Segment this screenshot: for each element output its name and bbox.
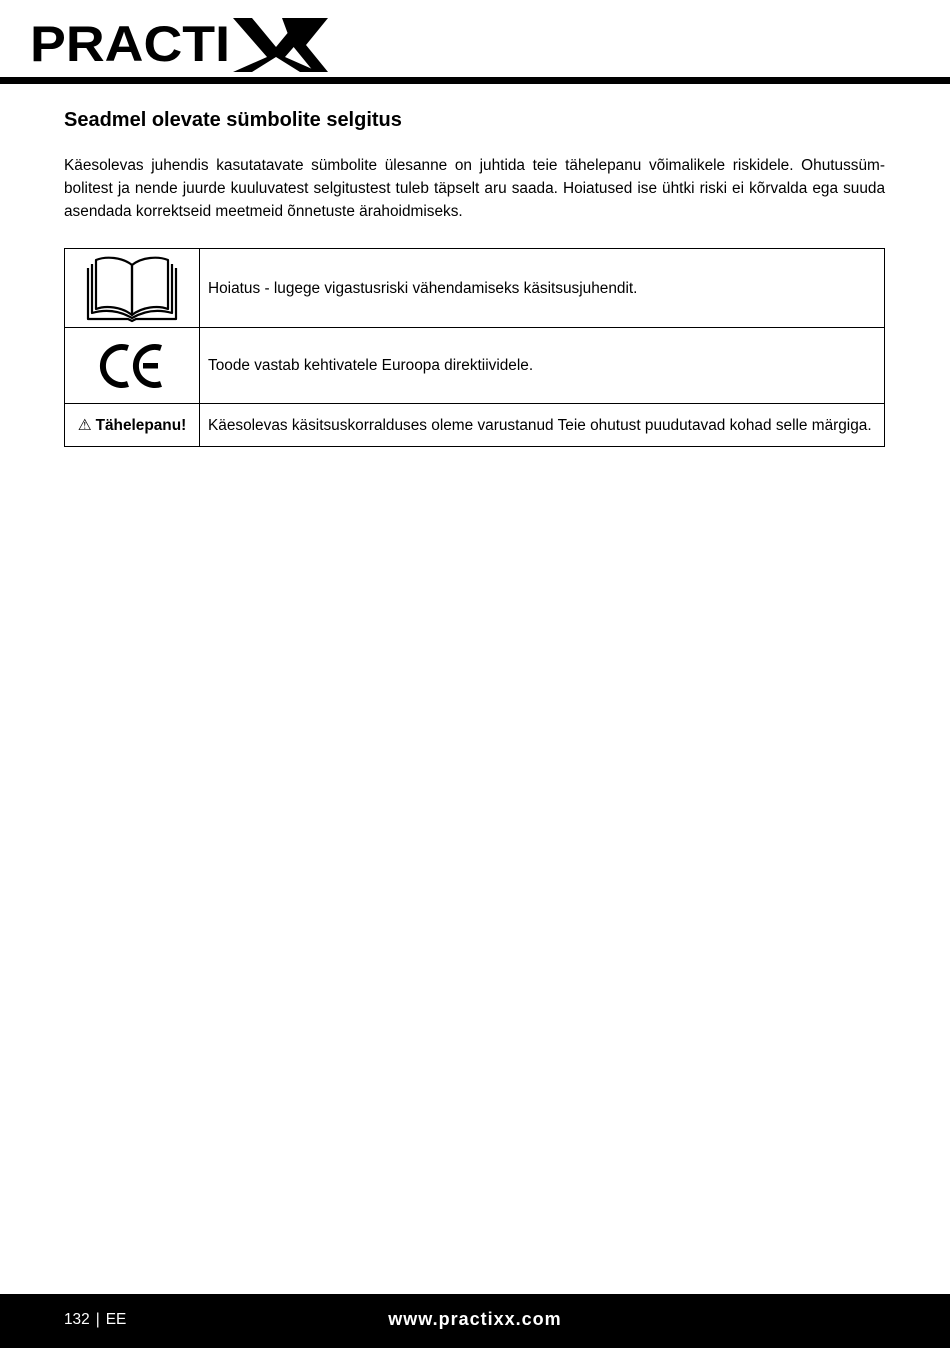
svg-text:PRACTI: PRACTI <box>30 16 231 72</box>
table-row <box>65 249 885 328</box>
table-row <box>65 328 885 404</box>
symbol-description: Hoiatus - lugege vigastusriski vähendamiseks käsitsusjuhendit. <box>200 249 885 328</box>
page-header <box>0 0 950 84</box>
attention-label <box>78 417 186 434</box>
attention-text: Tähelepanu! <box>95 416 187 434</box>
symbol-cell <box>65 328 200 404</box>
symbol-description: Toode vastab kehtivatele Euroopa direktiividele. <box>200 328 885 404</box>
header-rule <box>0 77 950 84</box>
section-heading: Seadmel olevate sümbolite selgitus <box>64 109 402 131</box>
ce-mark-icon <box>97 341 167 391</box>
practixx-logo <box>30 14 330 76</box>
website-link[interactable]: www.practixx.com <box>388 1309 562 1329</box>
main-content <box>64 106 885 447</box>
language-code: EE <box>105 1311 127 1328</box>
symbol-cell <box>65 404 200 447</box>
symbol-cell <box>65 249 200 328</box>
symbols-table <box>64 248 885 447</box>
page-separator: | <box>95 1311 100 1328</box>
symbol-description: Käesolevas käsitsuskorralduses oleme varustanud Teie ohutust puudutavad kohad selle märgiga. <box>200 404 885 447</box>
warning-triangle-icon: ⚠ <box>77 416 92 434</box>
table-row <box>65 404 885 447</box>
page-number: 132 <box>64 1311 90 1328</box>
open-book-icon <box>84 253 180 323</box>
page-footer <box>0 1294 950 1348</box>
intro-paragraph: Käesolevas juhendis kasutatavate sümbolite ülesanne on juhtida teie tähelepanu võimalikele riskidele. Ohutussüm-bolitest ja nende juurde kuuluvatest selgitustest tuleb täpselt aru saada. Hoiatused ise ühtki riski ei kõrvalda ega suuda asendada korrektseid meetmeid õnnetuste ärahoidmiseks. <box>64 157 885 220</box>
